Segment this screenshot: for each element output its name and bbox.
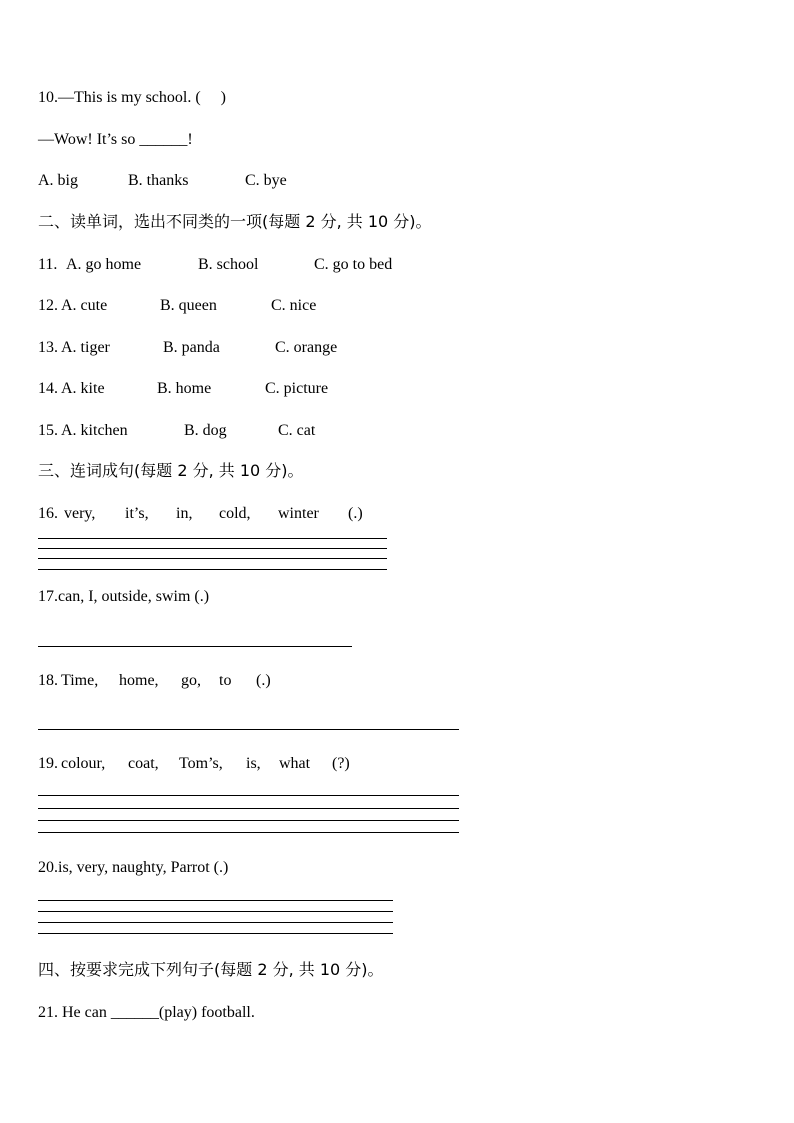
q16-word: (.)	[348, 505, 363, 522]
answer-line	[38, 911, 393, 912]
q18-word: (.)	[256, 672, 271, 689]
q12-option-c: C. nice	[271, 297, 317, 314]
q18-word: Time,	[61, 672, 99, 689]
answer-line	[38, 808, 459, 809]
section4-heading: 四、按要求完成下列句子(每题 2 分, 共 10 分)。	[38, 960, 384, 979]
answer-line	[38, 548, 387, 549]
q19-number: 19.	[38, 755, 58, 772]
q10-option-a: A. big	[38, 172, 78, 189]
answer-line	[38, 538, 387, 539]
answer-line	[38, 646, 352, 647]
q14-number: 14.	[38, 380, 58, 397]
answer-line	[38, 729, 459, 730]
q18-word: to	[219, 672, 232, 689]
q16-word: very,	[64, 505, 96, 522]
q11-option-a: A. go home	[66, 256, 142, 273]
q19-word: what	[279, 755, 311, 772]
section3-heading: 三、连词成句(每题 2 分, 共 10 分)。	[38, 461, 304, 480]
q12-option-b: B. queen	[160, 297, 217, 314]
q14-option-a: A. kite	[61, 380, 105, 397]
section2-heading: 二、读单词，选出不同类的一项(每题 2 分, 共 10 分)。	[38, 212, 432, 231]
q16-word: in,	[176, 505, 193, 522]
q17-prompt: 17.can, I, outside, swim (.)	[38, 588, 210, 605]
q15-option-c: C. cat	[278, 422, 316, 439]
q14-option-c: C. picture	[265, 380, 329, 397]
q18-word: home,	[119, 672, 159, 689]
answer-line	[38, 900, 393, 901]
q18-number: 18.	[38, 672, 58, 689]
q15-number: 15.	[38, 422, 58, 439]
q20-prompt: 20.is, very, naughty, Parrot (.)	[38, 859, 229, 876]
q15-option-a: A. kitchen	[61, 422, 128, 439]
q11-number: 11.	[38, 256, 62, 273]
q10-option-c: C. bye	[245, 172, 287, 189]
q11-option-c: C. go to bed	[314, 256, 393, 273]
answer-line	[38, 922, 393, 923]
answer-line	[38, 795, 459, 796]
q14-option-b: B. home	[157, 380, 212, 397]
q10-line2: —Wow! It’s so ______!	[38, 131, 193, 148]
q10-line1: 10.—This is my school. ( )	[38, 89, 226, 106]
answer-line	[38, 569, 387, 570]
q13-number: 13.	[38, 339, 58, 356]
q12-option-a: A. cute	[61, 297, 108, 314]
q19-word: is,	[246, 755, 261, 772]
answer-line	[38, 933, 393, 934]
q21-prompt: 21. He can ______(play) football.	[38, 1004, 255, 1021]
q10-option-b: B. thanks	[128, 172, 189, 189]
q19-word: coat,	[128, 755, 159, 772]
q19-word: colour,	[61, 755, 106, 772]
q11-option-b: B. school	[198, 256, 259, 273]
answer-line	[38, 820, 459, 821]
q19-word: Tom’s,	[179, 755, 223, 772]
q13-option-a: A. tiger	[61, 339, 110, 356]
q15-option-b: B. dog	[184, 422, 227, 439]
q13-option-c: C. orange	[275, 339, 338, 356]
q16-number: 16.	[38, 505, 58, 522]
q13-option-b: B. panda	[163, 339, 220, 356]
answer-line	[38, 832, 459, 833]
q18-word: go,	[181, 672, 201, 689]
answer-line	[38, 558, 387, 559]
q16-word: it’s,	[125, 505, 149, 522]
q16-word: cold,	[219, 505, 251, 522]
q19-word: (?)	[332, 755, 350, 772]
q12-number: 12.	[38, 297, 58, 314]
q16-word: winter	[278, 505, 319, 522]
